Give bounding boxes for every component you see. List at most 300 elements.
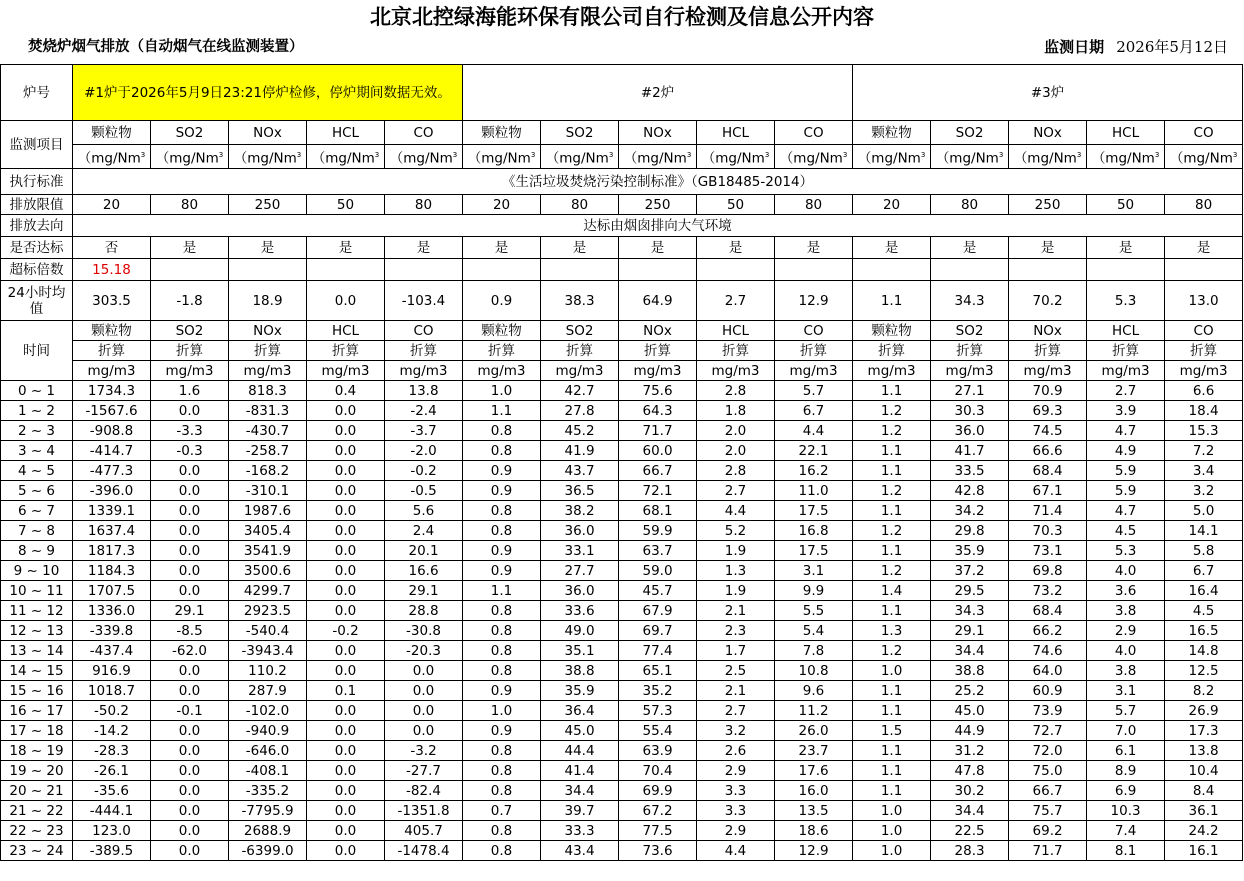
table-row (1, 761, 1243, 781)
hourly-value: 5.9 (1087, 461, 1165, 481)
hourly-value: 6.7 (1165, 561, 1243, 581)
hourly-value: 39.7 (541, 801, 619, 821)
hourly-value: 36.5 (541, 481, 619, 501)
section-subtitle: 焚烧炉烟气排放（自动烟气在线监测装置） (28, 38, 304, 55)
hour-range: 22 ~ 23 (1, 821, 73, 841)
hourly-value: 34.4 (931, 801, 1009, 821)
hourly-value: 6.1 (1087, 741, 1165, 761)
furnace-2-label: #2炉 (463, 65, 853, 121)
hourly-unit: mg/m3 (1087, 361, 1165, 381)
hourly-value: 70.9 (1009, 381, 1087, 401)
exceed-value (1165, 259, 1243, 281)
unit-cell (853, 145, 931, 169)
exceed-value (151, 259, 229, 281)
hour-range: 10 ~ 11 (1, 581, 73, 601)
table-row (1, 601, 1243, 621)
hourly-value: 4.7 (1087, 421, 1165, 441)
unit-text: （mg/Nm (467, 150, 531, 167)
hourly-value: 4299.7 (229, 581, 307, 601)
hourly-value: 25.2 (931, 681, 1009, 701)
table-row (1, 541, 1243, 561)
hourly-value: 5.0 (1165, 501, 1243, 521)
unit-superscript: 3 (842, 150, 848, 159)
hourly-value: 45.7 (619, 581, 697, 601)
hourly-value: 0.8 (463, 661, 541, 681)
exceed-value: 15.18 (73, 259, 151, 281)
unit-text: （mg/Nm (545, 150, 609, 167)
table-row (1, 481, 1243, 501)
table-row (1, 501, 1243, 521)
hourly-value: 1.1 (853, 381, 931, 401)
hourly-pollutant-name: CO (1165, 321, 1243, 341)
converted-label: 折算 (307, 341, 385, 361)
direction-label: 排放去向 (1, 215, 73, 237)
hourly-value: 20.1 (385, 541, 463, 561)
hourly-value: 15.3 (1165, 421, 1243, 441)
exceed-label: 超标倍数 (1, 259, 73, 281)
hourly-value: 2.8 (697, 381, 775, 401)
converted-label: 折算 (1009, 341, 1087, 361)
unit-text: （mg/Nm (233, 150, 297, 167)
hourly-value: 26.9 (1165, 701, 1243, 721)
hourly-unit: mg/m3 (151, 361, 229, 381)
hourly-unit: mg/m3 (541, 361, 619, 381)
hourly-value: 5.3 (1087, 541, 1165, 561)
hourly-pollutant-name: SO2 (151, 321, 229, 341)
hourly-value: 10.4 (1165, 761, 1243, 781)
limit-value: 20 (463, 195, 541, 215)
pollutant-name: HCL (697, 121, 775, 145)
hourly-value: 0.0 (151, 841, 229, 861)
hourly-value: -1567.6 (73, 401, 151, 421)
hourly-value: 1.3 (853, 621, 931, 641)
limit-value: 50 (307, 195, 385, 215)
hourly-pollutant-name: CO (775, 321, 853, 341)
table-row (1, 661, 1243, 681)
hourly-value: 1.1 (463, 401, 541, 421)
emission-table (0, 64, 1243, 861)
hourly-value: 29.1 (151, 601, 229, 621)
hourly-value: 110.2 (229, 661, 307, 681)
unit-text: （mg/Nm (1013, 150, 1077, 167)
hourly-value: 0.0 (307, 741, 385, 761)
converted-label: 折算 (1087, 341, 1165, 361)
standard-label: 执行标准 (1, 169, 73, 195)
converted-label: 折算 (463, 341, 541, 361)
hourly-value: 2.7 (697, 481, 775, 501)
pollutant-name: NOx (229, 121, 307, 145)
hourly-value: 67.1 (1009, 481, 1087, 501)
hourly-value: 33.1 (541, 541, 619, 561)
hourly-value: 77.4 (619, 641, 697, 661)
hour-range: 18 ~ 19 (1, 741, 73, 761)
exceed-value (1087, 259, 1165, 281)
compliance-value: 是 (541, 237, 619, 259)
hourly-value: 0.8 (463, 841, 541, 861)
hourly-value: 0.0 (151, 761, 229, 781)
hourly-value: 67.2 (619, 801, 697, 821)
hourly-value: 1.1 (853, 701, 931, 721)
hourly-value: 0.0 (307, 841, 385, 861)
converted-label: 折算 (151, 341, 229, 361)
hourly-value: 49.0 (541, 621, 619, 641)
hourly-pollutant-name: 颗粒物 (853, 321, 931, 341)
hourly-value: 3.2 (1165, 481, 1243, 501)
hourly-value: 73.6 (619, 841, 697, 861)
hourly-value: 1.4 (853, 581, 931, 601)
hourly-value: 59.0 (619, 561, 697, 581)
compliance-value: 是 (1165, 237, 1243, 259)
hourly-value: 1.0 (853, 841, 931, 861)
hourly-value: 0.0 (151, 401, 229, 421)
hourly-value: 35.2 (619, 681, 697, 701)
hourly-value: 43.7 (541, 461, 619, 481)
hourly-value: 0.0 (307, 781, 385, 801)
hourly-value: 69.7 (619, 621, 697, 641)
hourly-value: -3.3 (151, 421, 229, 441)
hourly-value: 1.2 (853, 481, 931, 501)
hourly-value: 1.1 (853, 501, 931, 521)
hourly-pollutant-name: CO (385, 321, 463, 341)
items-label: 监测项目 (1, 121, 73, 169)
hourly-value: 63.9 (619, 741, 697, 761)
hourly-value: 9.6 (775, 681, 853, 701)
hourly-value: 64.3 (619, 401, 697, 421)
avg24-label: 24小时均值 (1, 281, 73, 321)
compliance-value: 是 (931, 237, 1009, 259)
hourly-value: 916.9 (73, 661, 151, 681)
table-row (1, 461, 1243, 481)
hour-range: 7 ~ 8 (1, 521, 73, 541)
hour-range: 13 ~ 14 (1, 641, 73, 661)
hourly-value: 75.0 (1009, 761, 1087, 781)
exceed-value (385, 259, 463, 281)
hourly-value: -102.0 (229, 701, 307, 721)
avg24-value: 38.3 (541, 281, 619, 321)
unit-superscript: 3 (764, 150, 770, 159)
hourly-value: 31.2 (931, 741, 1009, 761)
converted-label: 折算 (931, 341, 1009, 361)
hourly-value: 1339.1 (73, 501, 151, 521)
table-row (1, 521, 1243, 541)
unit-superscript: 3 (686, 150, 692, 159)
compliance-value: 是 (775, 237, 853, 259)
unit-superscript: 3 (1076, 150, 1082, 159)
hourly-value: 77.5 (619, 821, 697, 841)
hourly-value: 1.1 (853, 601, 931, 621)
hourly-value: 3405.4 (229, 521, 307, 541)
table-row (1, 641, 1243, 661)
hourly-value: -2.4 (385, 401, 463, 421)
hourly-value: 5.4 (775, 621, 853, 641)
hourly-value: 0.0 (151, 741, 229, 761)
hourly-value: 5.2 (697, 521, 775, 541)
hourly-value: 0.1 (307, 681, 385, 701)
hourly-value: 7.2 (1165, 441, 1243, 461)
hourly-value: 27.1 (931, 381, 1009, 401)
hourly-value: 1.5 (853, 721, 931, 741)
unit-cell (697, 145, 775, 169)
table-row (1, 721, 1243, 741)
unit-superscript: 3 (218, 150, 224, 159)
hourly-name-row (1, 321, 1243, 341)
avg24-value: 34.3 (931, 281, 1009, 321)
hourly-value: 1.1 (853, 681, 931, 701)
hourly-value: 0.0 (151, 821, 229, 841)
furnace-header-row (1, 65, 1243, 121)
hourly-value: 66.7 (619, 461, 697, 481)
hourly-value: 1.1 (853, 441, 931, 461)
hourly-pollutant-name: HCL (307, 321, 385, 341)
hourly-value: 18.4 (1165, 401, 1243, 421)
unit-cell (1009, 145, 1087, 169)
hourly-value: 16.6 (385, 561, 463, 581)
hourly-value: 6.9 (1087, 781, 1165, 801)
hourly-value: -6399.0 (229, 841, 307, 861)
furnace-3-label: #3炉 (853, 65, 1243, 121)
hourly-value: -3943.4 (229, 641, 307, 661)
hourly-value: 35.1 (541, 641, 619, 661)
unit-text: （mg/Nm (857, 150, 921, 167)
hourly-value: 63.7 (619, 541, 697, 561)
hourly-value: 8.9 (1087, 761, 1165, 781)
hourly-value: 0.9 (463, 541, 541, 561)
hourly-value: 13.5 (775, 801, 853, 821)
hour-range: 6 ~ 7 (1, 501, 73, 521)
table-row (1, 581, 1243, 601)
hourly-value: 22.5 (931, 821, 1009, 841)
hourly-value: 74.6 (1009, 641, 1087, 661)
hourly-value: 0.0 (151, 801, 229, 821)
exceed-value (1009, 259, 1087, 281)
hourly-value: -1351.8 (385, 801, 463, 821)
hourly-value: 0.0 (151, 721, 229, 741)
hour-range: 3 ~ 4 (1, 441, 73, 461)
exceed-value (931, 259, 1009, 281)
hourly-value: 3541.9 (229, 541, 307, 561)
hourly-value: 1.0 (853, 821, 931, 841)
unit-cell (931, 145, 1009, 169)
hourly-value: -14.2 (73, 721, 151, 741)
hourly-value: 75.7 (1009, 801, 1087, 821)
hourly-unit: mg/m3 (619, 361, 697, 381)
hourly-value: -430.7 (229, 421, 307, 441)
hourly-value: 17.5 (775, 501, 853, 521)
direction-text: 达标由烟囱排向大气环境 (73, 215, 1243, 237)
date-label: 监测日期 (1044, 38, 1105, 56)
hourly-value: -396.0 (73, 481, 151, 501)
hourly-unit: mg/m3 (73, 361, 151, 381)
hourly-value: 69.3 (1009, 401, 1087, 421)
hourly-value: 11.2 (775, 701, 853, 721)
hour-range: 9 ~ 10 (1, 561, 73, 581)
compliance-row (1, 237, 1243, 259)
hourly-value: 23.7 (775, 741, 853, 761)
table-row (1, 781, 1243, 801)
hourly-value: 66.7 (1009, 781, 1087, 801)
hourly-value: -28.3 (73, 741, 151, 761)
limit-value: 50 (697, 195, 775, 215)
hour-range: 1 ~ 2 (1, 401, 73, 421)
exceed-value (853, 259, 931, 281)
hourly-value: -940.9 (229, 721, 307, 741)
hourly-value: 73.1 (1009, 541, 1087, 561)
hourly-value: 13.8 (385, 381, 463, 401)
hour-range: 0 ~ 1 (1, 381, 73, 401)
unit-cell (775, 145, 853, 169)
converted-label: 折算 (775, 341, 853, 361)
hourly-value: 29.1 (385, 581, 463, 601)
hourly-value: 0.8 (463, 741, 541, 761)
hourly-unit: mg/m3 (1009, 361, 1087, 381)
hourly-value: 4.9 (1087, 441, 1165, 461)
hourly-value: 69.2 (1009, 821, 1087, 841)
unit-cell (619, 145, 697, 169)
unit-text: （mg/Nm (1169, 150, 1233, 167)
hourly-value: 0.0 (307, 521, 385, 541)
limit-value: 80 (151, 195, 229, 215)
hourly-value: 33.3 (541, 821, 619, 841)
hourly-value: 36.1 (1165, 801, 1243, 821)
hourly-value: 5.8 (1165, 541, 1243, 561)
compliance-value: 是 (307, 237, 385, 259)
hourly-value: 10.8 (775, 661, 853, 681)
hourly-value: 22.1 (775, 441, 853, 461)
hourly-value: 0.0 (151, 521, 229, 541)
time-label: 时间 (1, 321, 73, 381)
hourly-value: -540.4 (229, 621, 307, 641)
avg24-value: 13.0 (1165, 281, 1243, 321)
hourly-value: 66.6 (1009, 441, 1087, 461)
hourly-value: 0.9 (463, 481, 541, 501)
date-value: 2026年5月12日 (1116, 38, 1228, 56)
hourly-value: 14.8 (1165, 641, 1243, 661)
hourly-value: 29.1 (931, 621, 1009, 641)
hourly-value: 26.0 (775, 721, 853, 741)
hourly-value: 2.5 (697, 661, 775, 681)
hourly-value: 123.0 (73, 821, 151, 841)
hourly-value: 0.9 (463, 721, 541, 741)
hourly-value: 1817.3 (73, 541, 151, 561)
hourly-value: 0.8 (463, 601, 541, 621)
hourly-value: -389.5 (73, 841, 151, 861)
hourly-value: 38.8 (541, 661, 619, 681)
hourly-value: 6.7 (775, 401, 853, 421)
hourly-value: 0.9 (463, 561, 541, 581)
hourly-value: 2.9 (697, 761, 775, 781)
hourly-pollutant-name: SO2 (541, 321, 619, 341)
hourly-value: 71.7 (619, 421, 697, 441)
hourly-value: 0.0 (307, 661, 385, 681)
hourly-value: 60.0 (619, 441, 697, 461)
hourly-value: 2.0 (697, 441, 775, 461)
hourly-unit: mg/m3 (931, 361, 1009, 381)
hourly-value: 0.0 (385, 661, 463, 681)
hourly-value: 73.2 (1009, 581, 1087, 601)
limit-value: 20 (853, 195, 931, 215)
hourly-value: 33.5 (931, 461, 1009, 481)
hourly-value: -908.8 (73, 421, 151, 441)
hourly-value: 13.8 (1165, 741, 1243, 761)
limit-value: 80 (931, 195, 1009, 215)
hourly-value: -0.3 (151, 441, 229, 461)
unit-cell (307, 145, 385, 169)
hourly-value: 1.0 (463, 701, 541, 721)
hourly-value: 0.0 (151, 661, 229, 681)
converted-label: 折算 (697, 341, 775, 361)
hourly-value: 5.5 (775, 601, 853, 621)
hourly-value: 16.8 (775, 521, 853, 541)
hourly-value: 71.4 (1009, 501, 1087, 521)
unit-superscript: 3 (296, 150, 302, 159)
limit-value: 80 (385, 195, 463, 215)
unit-text: （mg/Nm (935, 150, 999, 167)
hourly-value: 818.3 (229, 381, 307, 401)
hourly-value: 33.6 (541, 601, 619, 621)
hourly-value: 16.4 (1165, 581, 1243, 601)
hourly-unit: mg/m3 (775, 361, 853, 381)
compliance-value: 是 (151, 237, 229, 259)
hourly-value: 8.2 (1165, 681, 1243, 701)
hourly-value: -408.1 (229, 761, 307, 781)
standard-text: 《生活垃圾焚烧污染控制标准》（GB18485-2014） (73, 169, 1243, 195)
hourly-value: 41.9 (541, 441, 619, 461)
hour-range: 21 ~ 22 (1, 801, 73, 821)
hourly-value: 45.2 (541, 421, 619, 441)
hourly-value: -50.2 (73, 701, 151, 721)
hourly-value: -26.1 (73, 761, 151, 781)
standard-row (1, 169, 1243, 195)
compliance-label: 是否达标 (1, 237, 73, 259)
hourly-value: 0.8 (463, 821, 541, 841)
unit-superscript: 3 (1232, 150, 1238, 159)
hourly-value: 3.9 (1087, 401, 1165, 421)
limit-value: 20 (73, 195, 151, 215)
table-row (1, 421, 1243, 441)
hourly-value: 34.4 (541, 781, 619, 801)
hourly-value: 7.0 (1087, 721, 1165, 741)
hourly-value: -20.3 (385, 641, 463, 661)
hourly-value: 0.0 (307, 461, 385, 481)
table-row (1, 381, 1243, 401)
hourly-value: 74.5 (1009, 421, 1087, 441)
hourly-value: 2.9 (697, 821, 775, 841)
hourly-value: 64.0 (1009, 661, 1087, 681)
converted-label: 折算 (229, 341, 307, 361)
unit-superscript: 3 (530, 150, 536, 159)
hourly-value: 0.0 (151, 681, 229, 701)
pollutant-name: CO (775, 121, 853, 145)
converted-label: 折算 (853, 341, 931, 361)
hourly-value: 1.1 (853, 761, 931, 781)
hourly-value: 0.0 (307, 801, 385, 821)
hourly-value: 1184.3 (73, 561, 151, 581)
hourly-value: 0.8 (463, 621, 541, 641)
avg24-value: 0.0 (307, 281, 385, 321)
hourly-value: 17.6 (775, 761, 853, 781)
table-row (1, 401, 1243, 421)
unit-cell (73, 145, 151, 169)
hourly-unit: mg/m3 (385, 361, 463, 381)
hourly-value: 16.5 (1165, 621, 1243, 641)
hourly-value: 16.2 (775, 461, 853, 481)
hourly-value: 0.0 (151, 561, 229, 581)
hour-range: 16 ~ 17 (1, 701, 73, 721)
hourly-value: 65.1 (619, 661, 697, 681)
hourly-value: 0.0 (307, 641, 385, 661)
hourly-value: 4.0 (1087, 641, 1165, 661)
hourly-value: 1.3 (697, 561, 775, 581)
